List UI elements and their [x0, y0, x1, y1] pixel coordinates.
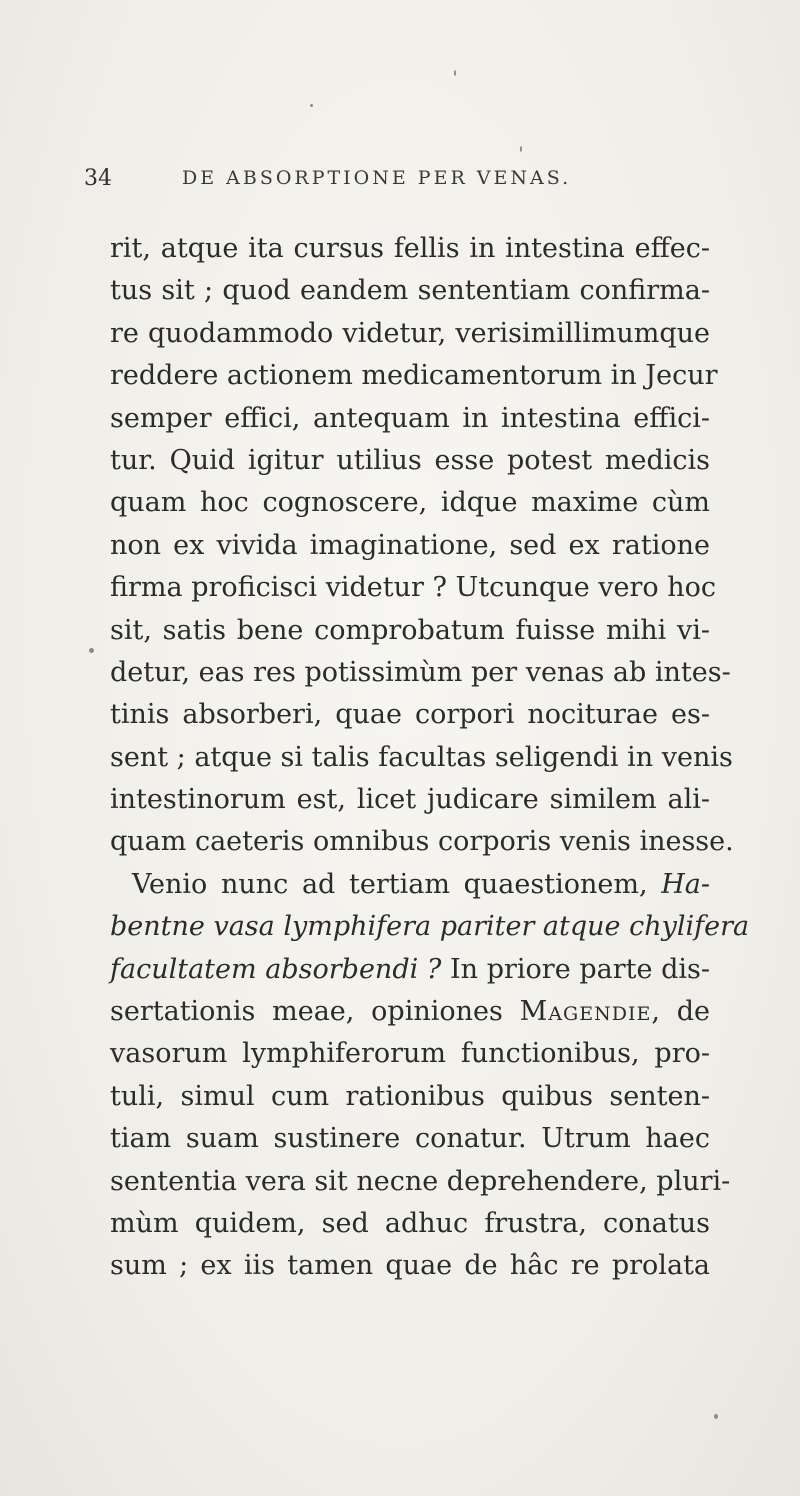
text-line	[110, 949, 710, 991]
paper-speck	[520, 146, 522, 152]
paper-speck	[89, 648, 94, 653]
text-line: tuli, simul cum rationibus quibus senten-	[110, 1080, 710, 1112]
text-line: sent ; atque si talis facultas seligendi in venis	[110, 741, 733, 773]
text-line: quam caeteris omnibus corporis venis inesse.	[110, 826, 734, 858]
page-number: 34	[84, 166, 112, 191]
running-head: DE ABSORPTIONE PER VENAS.	[182, 167, 572, 189]
italic-run: Ha-	[661, 868, 710, 900]
text-line: sum ; ex iis tamen quae de hâc re prolata	[110, 1250, 710, 1282]
text-run: sertationis meae, opiniones	[110, 996, 520, 1028]
text-line: sit, satis bene comprobatum fuisse mihi vi-	[110, 614, 710, 646]
text-line: bentne vasa lymphifera pariter atque chylifera	[110, 911, 750, 943]
text-line: tiam suam sustinere conatur. Utrum haec	[110, 1123, 710, 1155]
text-line	[110, 991, 710, 1033]
text-line: re quodammodo videtur, verisimillimumque	[110, 317, 710, 349]
text-line: semper effici, antequam in intestina effici-	[110, 402, 710, 434]
text-line: quam hoc cognoscere, idque maxime cùm	[110, 487, 710, 519]
text-line: non ex vivida imaginatione, sed ex ratione	[110, 529, 710, 561]
paper-speck	[454, 70, 456, 76]
text-line: sententia vera sit necne deprehendere, pluri-	[110, 1165, 731, 1197]
text-run: Venio nunc ad tertiam quaestionem,	[132, 868, 662, 900]
text-run: , de	[651, 996, 710, 1028]
italic-run: facultatem absorbendi ?	[110, 953, 442, 985]
text-line: firma proficisci videtur ? Utcunque vero hoc	[110, 572, 717, 604]
text-line: intestinorum est, licet judicare similem ali-	[110, 784, 710, 816]
page-header	[84, 166, 644, 200]
text-run: In priore parte dis-	[441, 953, 710, 985]
text-line: rit, atque ita cursus fellis in intestina effec-	[110, 233, 710, 264]
text-line: detur, eas res potissimùm per venas ab intes-	[110, 656, 731, 688]
text-line	[110, 864, 710, 906]
text-line: mùm quidem, sed adhuc frustra, conatus	[110, 1207, 710, 1239]
text-line: reddere actionem medicamentorum in Jecur	[110, 360, 718, 392]
paper-speck	[310, 104, 313, 107]
author-name: Magendie	[519, 996, 652, 1028]
text-line: tinis absorberi, quae corpori nociturae es-	[110, 699, 710, 731]
text-line: tur. Quid igitur utilius esse potest medicis	[110, 444, 710, 476]
text-line: vasorum lymphiferorum functionibus, pro-	[110, 1038, 710, 1070]
paper-speck	[714, 1414, 718, 1419]
body-text	[110, 228, 750, 1288]
text-line: tus sit ; quod eandem sententiam confirma-	[110, 275, 710, 307]
